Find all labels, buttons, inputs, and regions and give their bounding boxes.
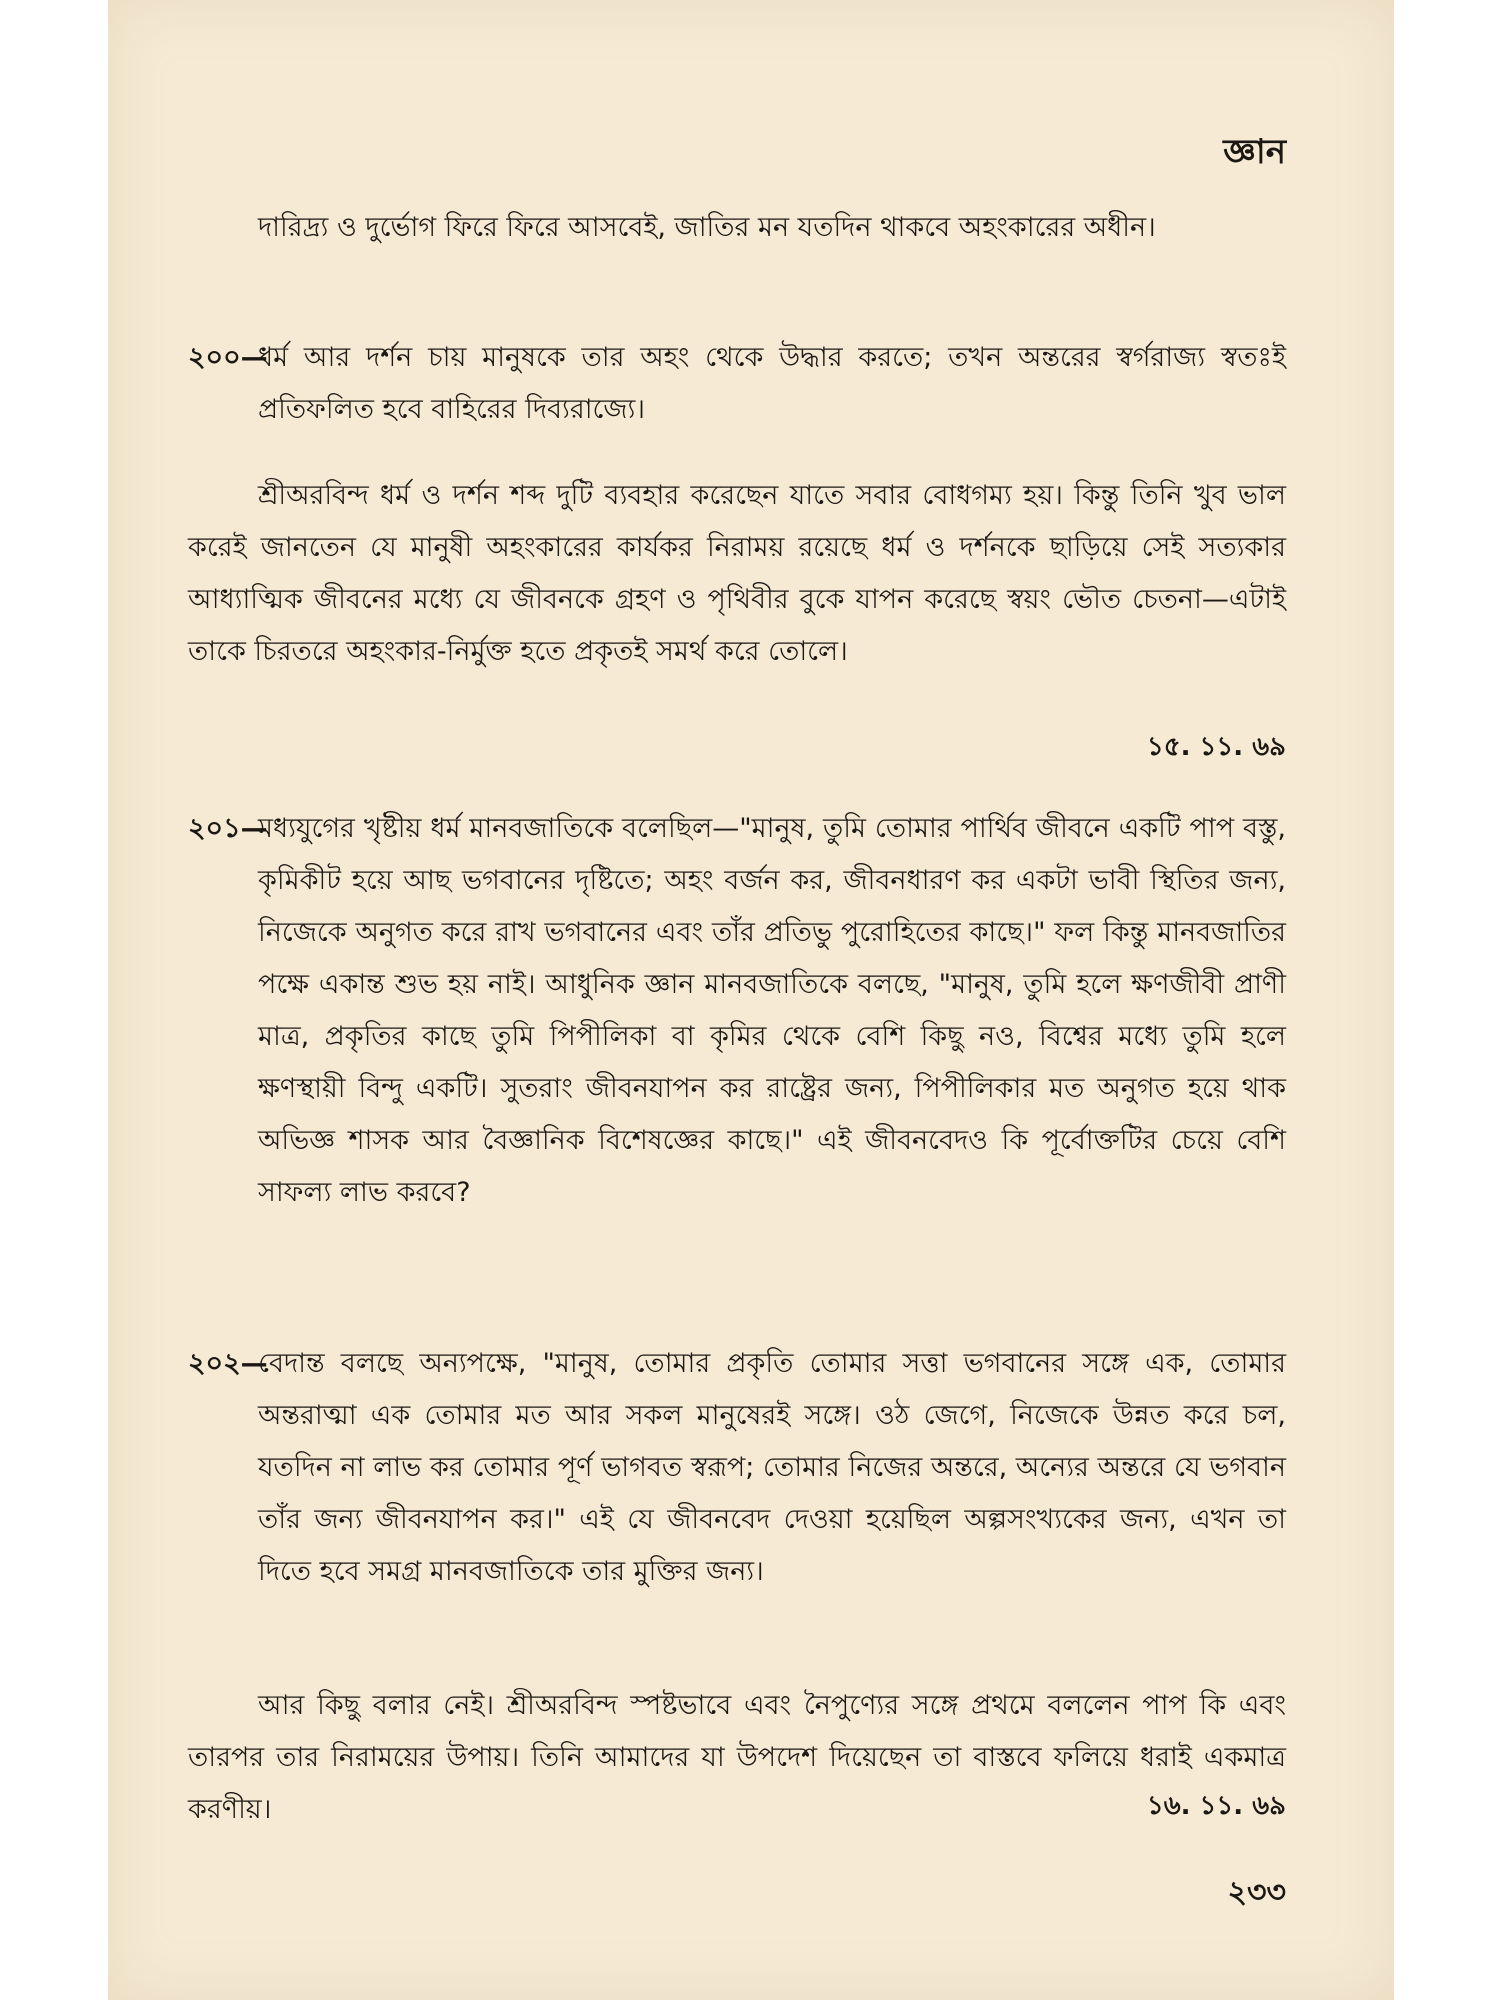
entry-number-200: ২০০— (188, 342, 268, 373)
commentary-paragraph-2: আর কিছু বলার নেই। শ্রীঅরবিন্দ স্পষ্টভাবে এবং নৈপুণ্যের সঙ্গে প্রথমে বললেন পাপ কি এবং তারপর তার নিরাময়ের উপায়। তিনি আমাদের যা উপদেশ দিয়েছেন তা বাস্তবে ফলিয়ে ধরাই একমাত্র করণীয়। (188, 1690, 1286, 1825)
page-number: ২৩৩ (1227, 1875, 1286, 1910)
running-head: জ্ঞান (1223, 132, 1286, 172)
commentary-paragraph-1: শ্রীঅরবিন্দ ধর্ম ও দর্শন শব্দ দুটি ব্যবহার করেছেন যাতে সবার বোধগম্য হয়। কিন্তু তিনি খুব ভাল করেই জানতেন যে মানুষী অহংকারের কার্যকর নিরাময় রয়েছে ধর্ম ও দর্শনকে ছাড়িয়ে সেই সত্যকার আধ্যাত্মিক জীবনের মধ্যে যে জীবনকে গ্রহণ ও পৃথিবীর বুকে যাপন করেছে স্বয়ং ভৌত চেতনা—এটাই তাকে চিরতরে অহংকার-নির্মুক্ত হতে প্রকৃতই সমর্থ করে তোলে। (188, 480, 1286, 667)
commentary-date-1: ১৫. ১১. ৬৯ (1146, 732, 1286, 762)
entry-text-200: ধর্ম আর দর্শন চায় মানুষকে তার অহং থেকে উদ্ধার করতে; তখন অন্তরের স্বর্গরাজ্য স্বতঃই প্রতিফলিত হবে বাহিরের দিব্যরাজ্যে। (258, 342, 1286, 425)
book-page (108, 0, 1394, 2000)
entry-text-201: মধ্যযুগের খৃষ্টীয় ধর্ম মানবজাতিকে বলেছিল—"মানুষ, তুমি তোমার পার্থিব জীবনে একটি পাপ বস্তু, কৃমিকীট হয়ে আছ ভগবানের দৃষ্টিতে; অহং বর্জন কর, জীবনধারণ কর একটা ভাবী স্থিতির জন্য, নিজেকে অনুগত করে রাখ ভগবানের এবং তাঁর প্রতিভু পুরোহিতের কাছে।" ফল কিন্তু মানবজাতির পক্ষে একান্ত শুভ হয় নাই। আধুনিক জ্ঞান মানবজাতিকে বলছে, "মানুষ, তুমি হলে ক্ষণজীবী প্রাণী মাত্র, প্রকৃতির কাছে তুমি পিপীলিকা বা কৃমির থেকে বেশি কিছু নও, বিশ্বের মধ্যে তুমি হলে ক্ষণস্থায়ী বিন্দু একটি। সুতরাং জীবনযাপন কর রাষ্ট্রের জন্য, পিপীলিকার মত অনুগত হয়ে থাক অভিজ্ঞ শাসক আর বৈজ্ঞানিক বিশেষজ্ঞের কাছে।" এই জীবনবেদও কি পূর্বোক্তটির চেয়ে বেশি সাফল্য লাভ করবে? (258, 813, 1286, 1208)
commentary-date-2: ১৬. ১১. ৬৯ (1146, 1791, 1286, 1821)
intro-continuation: দারিদ্র্য ও দুর্ভোগ ফিরে ফিরে আসবেই, জাতির মন যতদিন থাকবে অহংকারের অধীন। (258, 212, 1156, 243)
entry-number-201: ২০১— (188, 813, 268, 844)
entry-text-202: বেদান্ত বলছে অন্যপক্ষে, "মানুষ, তোমার প্রকৃতি তোমার সত্তা ভগবানের সঙ্গে এক, তোমার অন্তরাত্মা এক তোমার মত আর সকল মানুষেরই সঙ্গে। ওঠ জেগে, নিজেকে উন্নত করে চল, যতদিন না লাভ কর তোমার পূর্ণ ভাগবত স্বরূপ; তোমার নিজের অন্তরে, অন্যের অন্তরে যে ভগবান তাঁর জন্য জীবনযাপন কর।" এই যে জীবনবেদ দেওয়া হয়েছিল অল্পসংখ্যকের জন্য, এখন তা দিতে হবে সমগ্র মানবজাতিকে তার মুক্তির জন্য। (258, 1348, 1286, 1587)
entry-number-202: ২০২— (188, 1348, 268, 1379)
